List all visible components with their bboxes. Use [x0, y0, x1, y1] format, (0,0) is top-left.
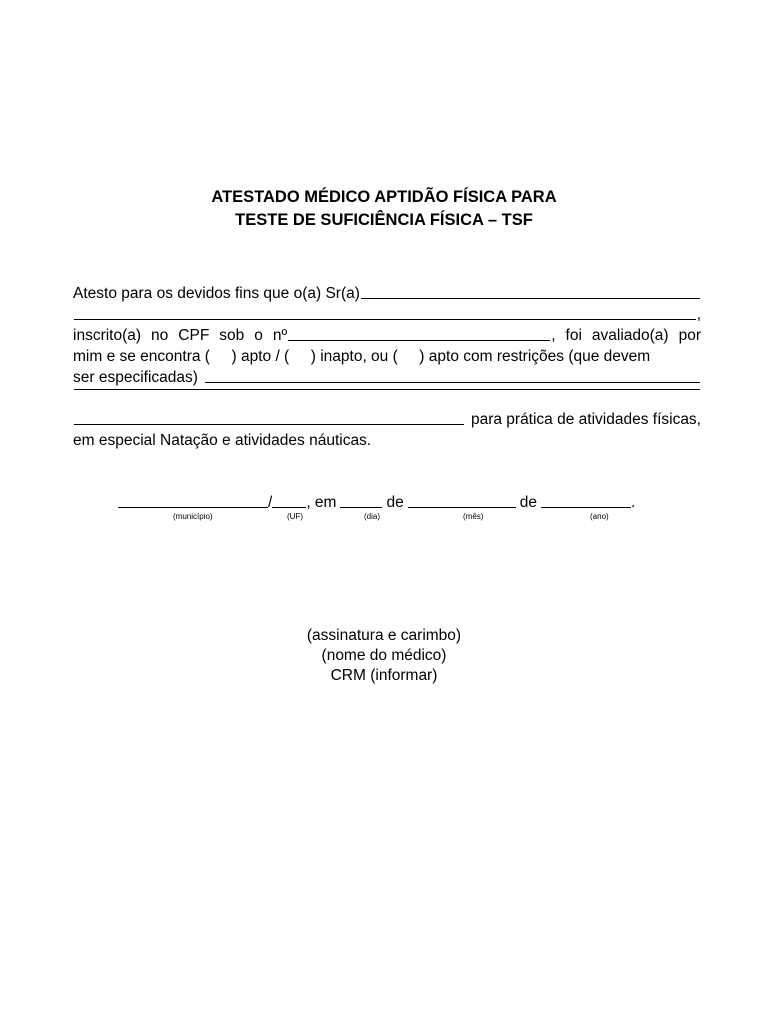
signature-stamp-text: (assinatura e carimbo)	[306, 627, 462, 644]
word-por: por	[678, 327, 701, 344]
word-cpf: CPF	[178, 327, 210, 344]
restrictions-blank-1[interactable]	[205, 382, 700, 383]
purpose-text: para prática de atividades físicas,	[470, 411, 701, 428]
paragraph-line-1	[73, 283, 701, 304]
uf-blank[interactable]	[272, 507, 306, 508]
month-caption: (mês)	[463, 512, 484, 521]
title-line-2: TESTE DE SUFICIÊNCIA FÍSICA – TSF	[235, 211, 533, 229]
year-caption: (ano)	[590, 512, 609, 521]
comma-after-cpf: ,	[551, 327, 556, 344]
word-numero: nº	[272, 327, 288, 344]
crm-text: CRM (informar)	[330, 667, 438, 684]
restrictions-blank-3[interactable]	[74, 424, 464, 425]
paragraph-line-6	[73, 388, 701, 409]
title-line-1: ATESTADO MÉDICO APTIDÃO FÍSICA PARA	[211, 188, 557, 206]
paragraph-line-7	[73, 409, 701, 430]
signature-block	[0, 626, 768, 686]
period-text: .	[630, 494, 636, 511]
word-inscrito: inscrito(a)	[73, 327, 142, 344]
document-title	[0, 186, 768, 232]
paragraph-line-5	[73, 367, 701, 388]
de-text-2: de	[519, 494, 537, 511]
word-foi: foi	[565, 327, 582, 344]
slash-text: /	[268, 494, 273, 511]
municipio-blank[interactable]	[118, 507, 268, 508]
patient-name-continuation-blank[interactable]	[74, 319, 696, 320]
place-date-line	[118, 492, 635, 513]
paragraph-line-3	[73, 325, 701, 346]
fitness-status-options-text: mim e se encontra ( ) apto / ( ) inapto, ou ( ) apto com restrições (que devem	[73, 348, 651, 365]
activities-text: em especial Natação e atividades náuticas.	[73, 432, 372, 449]
day-blank[interactable]	[340, 507, 382, 508]
patient-name-blank[interactable]	[361, 298, 700, 299]
comma-text: ,	[696, 306, 701, 323]
em-text: , em	[306, 494, 337, 511]
year-blank[interactable]	[541, 507, 631, 508]
attest-intro-text: Atesto para os devidos fins que o(a) Sr(a)	[73, 285, 360, 302]
word-o: o	[254, 327, 263, 344]
municipio-caption: (município)	[173, 512, 213, 521]
restrictions-blank-2[interactable]	[74, 389, 700, 390]
word-no: no	[151, 327, 169, 344]
word-avaliado: avaliado(a)	[591, 327, 669, 344]
month-blank[interactable]	[408, 507, 516, 508]
attestation-paragraph	[73, 283, 701, 451]
paragraph-line-8	[73, 430, 701, 451]
cpf-number-blank[interactable]	[288, 340, 550, 341]
doctor-name-text: (nome do médico)	[321, 647, 447, 664]
uf-caption: (UF)	[287, 512, 303, 521]
de-text-1: de	[386, 494, 404, 511]
paragraph-line-2	[73, 304, 701, 325]
restrictions-label-text: ser especificadas)	[73, 369, 198, 386]
day-caption: (dia)	[364, 512, 381, 521]
word-sob: sob	[219, 327, 245, 344]
paragraph-line-4	[73, 346, 701, 367]
